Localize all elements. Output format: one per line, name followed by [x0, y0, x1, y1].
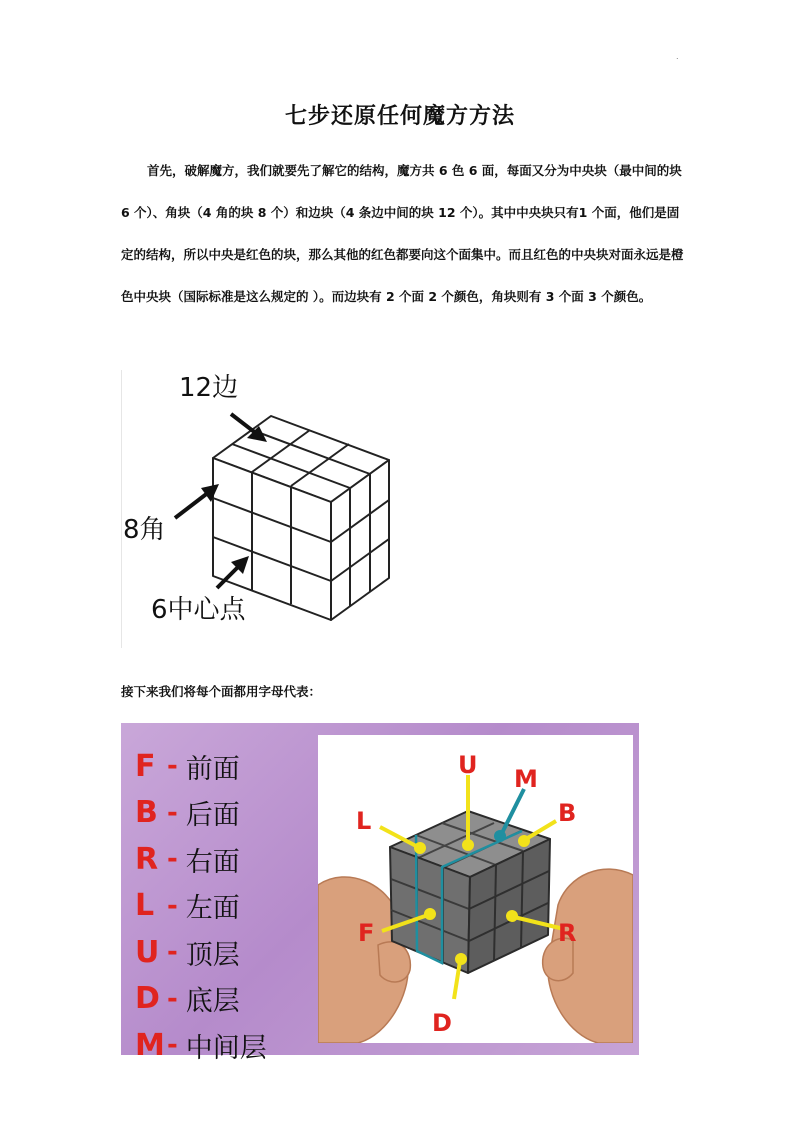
label-corners: 8角: [123, 515, 166, 545]
caption: 接下来我们将每个面都用字母代表：: [121, 684, 322, 699]
legend-name: 左面: [185, 893, 240, 925]
legend-row-l: [135, 883, 325, 930]
legend-name: 前面: [185, 753, 240, 785]
photo-label-u: U: [458, 751, 478, 779]
legend-dash: -: [167, 844, 178, 875]
legend-letter: M: [135, 1027, 165, 1063]
legend-name: 后面: [185, 800, 240, 832]
face-legend: [135, 743, 325, 1069]
legend-letter: L: [135, 888, 155, 924]
legend-row-u: [135, 929, 325, 976]
photo-label-r: R: [558, 919, 577, 947]
intro-paragraph: 首先，破解魔方，我们就要先了解它的结构，魔方共 6 色 6 面，每面又分为中央块（最中间的块 6 个）、角块（4 角的块 8 个）和边块（4 条边中间的块 12 个）。其中中央块只有1 个面，他们是固定的结构，所以中央是红色的块，那么其他的红色都要向这个面集中。而且红色的中央块对面永远是橙色中央块（国际标准是这么规定的 ）。而边块有 2 个面 2 个颜色，角块则有 3 个面 3 个颜色。: [121, 163, 684, 304]
legend-name: 底层: [185, 986, 240, 1018]
legend-row-b: [135, 790, 325, 837]
legend-letter: R: [135, 841, 159, 877]
legend-dash: -: [167, 751, 178, 782]
legend-letter: F: [135, 748, 156, 784]
legend-name: 中间层: [185, 1032, 267, 1064]
cube-structure-figure: [121, 368, 403, 650]
legend-row-d: [135, 976, 325, 1023]
cube-in-hands-photo: [318, 735, 633, 1043]
photo-label-d: D: [432, 1009, 452, 1037]
label-edges: 12边: [179, 373, 239, 403]
legend-row-f: [135, 743, 325, 790]
page-title: 七步还原任何魔方方法: [284, 103, 515, 129]
photo-label-l: L: [356, 807, 372, 835]
page-mark: .: [676, 52, 679, 61]
legend-name: 右面: [185, 846, 240, 878]
legend-dash: -: [167, 797, 178, 828]
photo-label-b: B: [558, 799, 577, 827]
legend-row-r: [135, 836, 325, 883]
legend-letter: D: [135, 981, 160, 1017]
legend-name: 顶层: [185, 939, 240, 971]
legend-row-m: [135, 1022, 325, 1069]
legend-letter: U: [135, 934, 160, 970]
label-centers: 6中心点: [151, 595, 246, 625]
photo-label-f: F: [358, 919, 375, 947]
legend-dash: -: [167, 890, 178, 921]
photo-label-m: M: [514, 765, 538, 793]
legend-letter: B: [135, 795, 158, 831]
legend-dash: -: [167, 937, 178, 968]
legend-dash: -: [167, 983, 178, 1014]
face-notation-figure: [121, 723, 639, 1064]
legend-dash: -: [167, 1030, 178, 1061]
